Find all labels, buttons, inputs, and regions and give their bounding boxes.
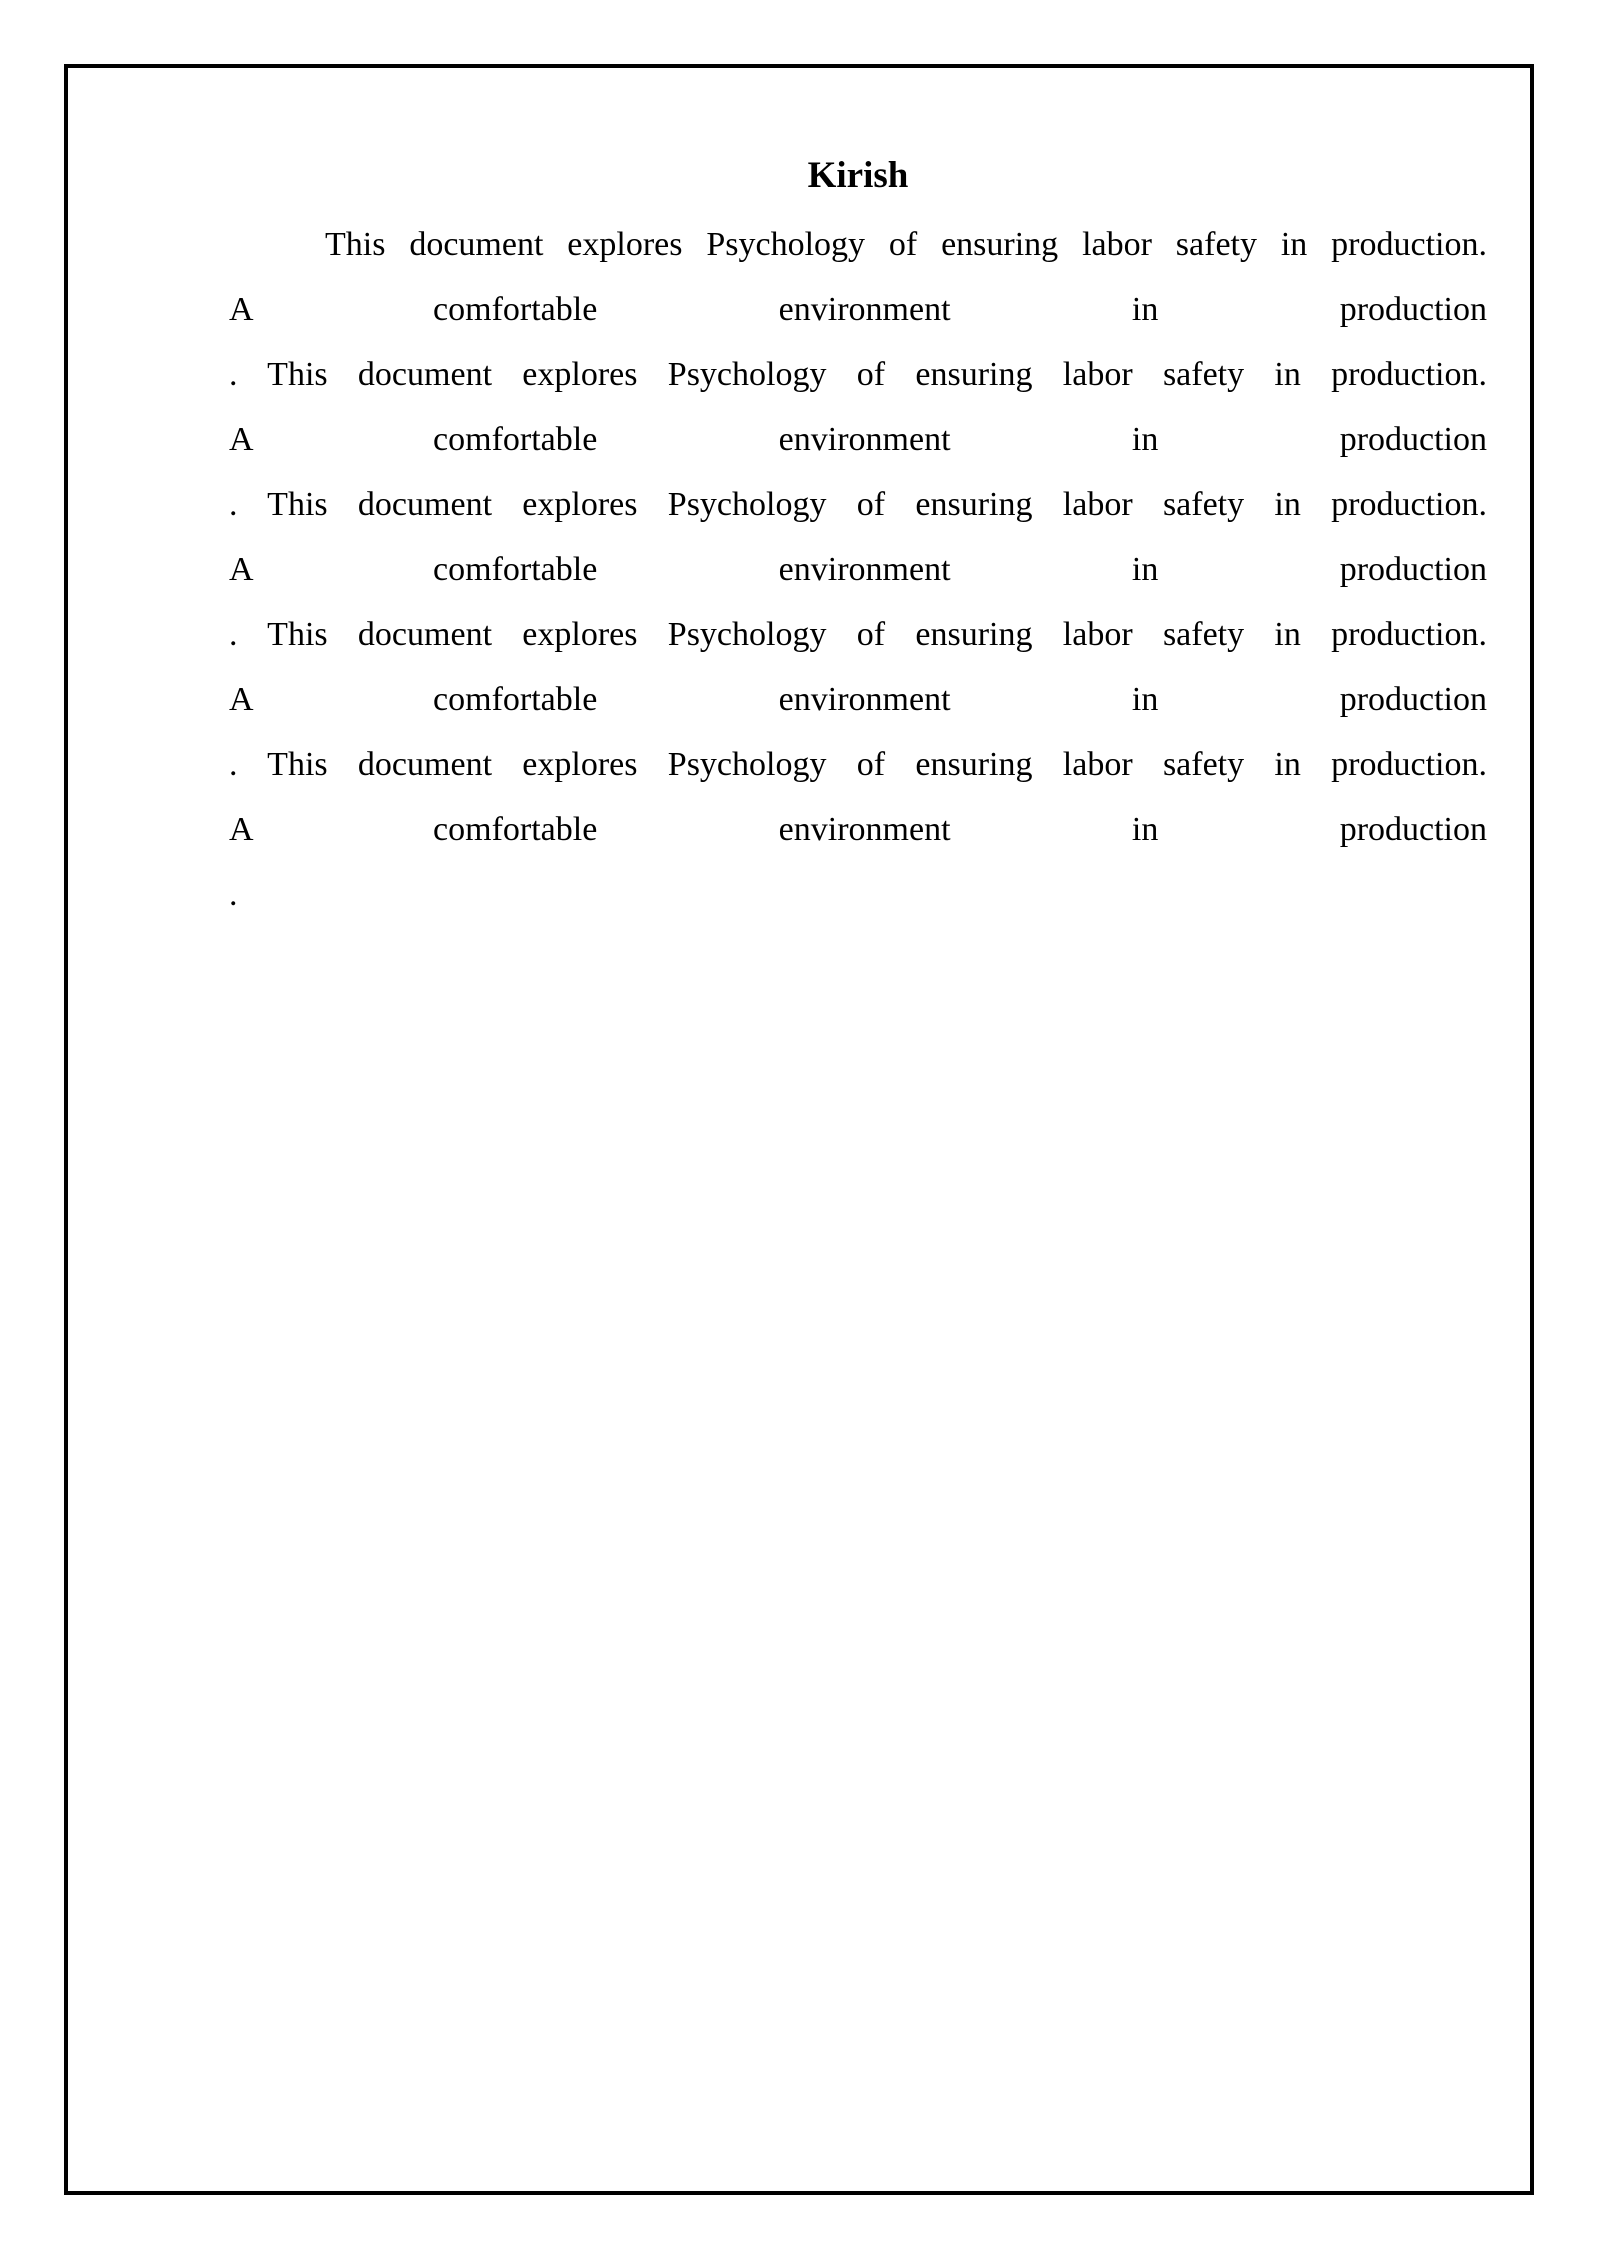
document-body — [229, 150, 1487, 927]
paragraph-line: A comfortable environment in production — [229, 421, 1487, 458]
paragraph-line: . — [229, 876, 238, 913]
paragraph — [229, 212, 1487, 927]
paragraph-line: A comfortable environment in production — [229, 681, 1487, 718]
paragraph-line: This document explores Psychology of ensuring labor safety in production. — [325, 226, 1487, 263]
document-title: Kirish — [807, 155, 909, 196]
paragraph-line: A comfortable environment in production — [229, 291, 1487, 328]
paragraph-line: . This document explores Psychology of ensuring labor safety in production. — [229, 486, 1487, 523]
paragraph-line: . This document explores Psychology of ensuring labor safety in production. — [229, 356, 1487, 393]
paragraph-line: A comfortable environment in production — [229, 811, 1487, 848]
paragraph-line: . This document explores Psychology of ensuring labor safety in production. — [229, 746, 1487, 783]
paragraph-line: A comfortable environment in production — [229, 551, 1487, 588]
paragraph-line: . This document explores Psychology of ensuring labor safety in production. — [229, 616, 1487, 653]
